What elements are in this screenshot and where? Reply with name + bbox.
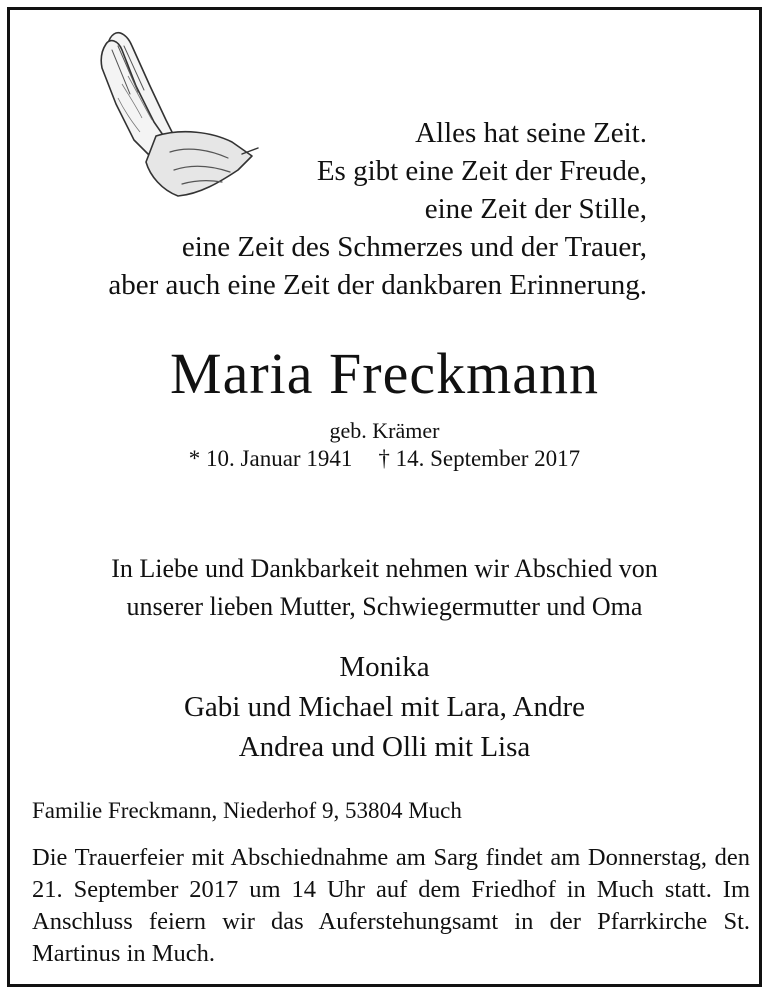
- mourners-list: [10, 647, 759, 767]
- mourner-line: Monika: [339, 651, 430, 683]
- poem-line: eine Zeit der Stille,: [424, 193, 647, 225]
- service-details: Die Trauerfeier mit Abschiednahme am Sarg findet am Donnerstag, den 21. September 2017 um 14 Uhr auf dem Friedhof in Much statt. Im Anschluss feiern wir das Auferstehungsamt in der Pfarrkirche St. Martinus in Much.: [32, 844, 750, 967]
- life-dates: [10, 446, 759, 472]
- death-date: † 14. September 2017: [378, 446, 581, 471]
- poem-line: Es gibt eine Zeit der Freude,: [316, 155, 647, 187]
- farewell-line: In Liebe und Dankbarkeit nehmen wir Abschied von: [111, 554, 658, 583]
- family-address: Familie Freckmann, Niederhof 9, 53804 Much: [32, 798, 462, 823]
- poem-line: Alles hat seine Zeit.: [415, 117, 647, 149]
- poem-line: eine Zeit des Schmerzes und der Trauer,: [181, 231, 647, 263]
- mourner-line: Gabi und Michael mit Lara, Andre: [183, 691, 586, 723]
- mourner-line: Andrea und Olli mit Lisa: [238, 731, 531, 763]
- obituary-notice: [7, 7, 762, 987]
- poem-line: aber auch eine Zeit der dankbaren Erinnerung.: [108, 269, 647, 301]
- deceased-name: Maria Freckmann: [170, 341, 599, 406]
- farewell-line: unserer lieben Mutter, Schwiegermutter und Oma: [126, 592, 643, 621]
- birth-name: geb. Krämer: [329, 418, 440, 443]
- poem: [108, 114, 647, 304]
- farewell-text: [10, 550, 759, 626]
- birth-date: * 10. Januar 1941: [188, 446, 353, 471]
